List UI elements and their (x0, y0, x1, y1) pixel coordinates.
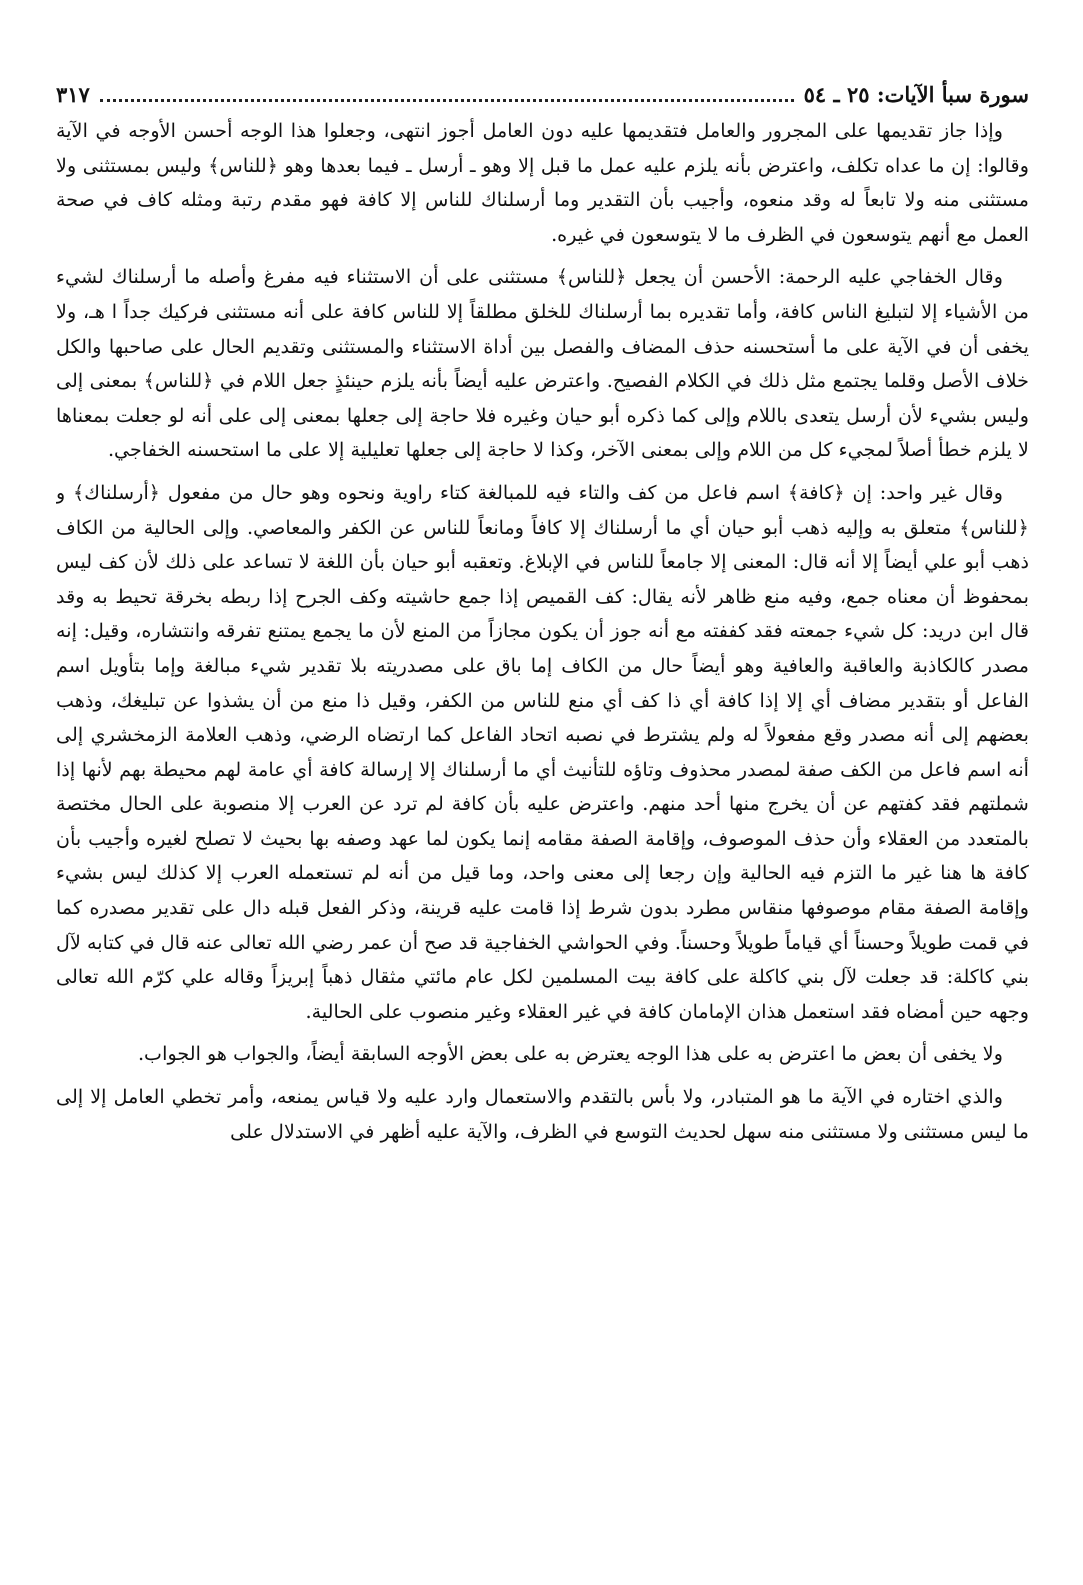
paragraph-3: وقال غير واحد: إن ﴿كافة﴾ اسم فاعل من كف والتاء فيه للمبالغة كتاء راوية ونحوه وهو حال من مفعول ﴿أرسلناك﴾ و ﴿للناس﴾ متعلق به وإليه ذهب أبو حيان أي ما أرسلناك إلا كافاً ومانعاً للناس عن الكفر والمعاصي. وإلى الحالية من الكاف ذهب أبو علي أيضاً إلا أنه قال: المعنى إلا جامعاً للناس في الإبلاغ. وتعقبه أبو حيان بأن اللغة لا تساعد على ذلك لأن كف ليس بمحفوظ أن معناه جمع، وفيه منع ظاهر لأنه يقال: كف القميص إذا جمع حاشيته وكف الجرح إذا ربطه بخرقة تحيط به وقد قال ابن دريد: كل شيء جمعته فقد كففته مع أنه جوز أن يكون مجازاً من المنع لأن ما يجمع يمتنع تفرقه وانتشاره، وقيل: إنه مصدر كالكاذبة والعاقبة والعافية وهو أيضاً حال من الكاف إما باق على مصدريته بلا تقدير شيء مبالغة وإما بتأويل اسم الفاعل أو بتقدير مضاف أي إلا إذا كافة أي ذا كف أي منع للناس من الكفر، وقيل ذا منع من أن يشذوا عن تبليغك، وذهب بعضهم إلى أنه مصدر وقع مفعولاً له ولم يشترط في نصبه اتحاد الفاعل كما ارتضاه الرضي، وذهب العلامة الزمخشري إلى أنه اسم فاعل من الكف صفة لمصدر محذوف وتاؤه للتأنيث أي ما أرسلناك إلا إرسالة كافة أي عامة لهم محيطة بهم لأنها إذا شملتهم فقد كفتهم عن أن يخرج منها أحد منهم. واعترض عليه بأن كافة لم ترد عن العرب إلا منصوبة على الحال مختصة بالمتعدد من العقلاء وأن حذف الموصوف، وإقامة الصفة مقامه إنما يكون لما عهد وصفه بها بحيث لا تصلح لغيره وأجيب بأن كافة ها هنا غير ما التزم فيه الحالية وإن رجعا إلى معنى واحد، وما قيل من أنه لم تستعمله العرب إلا كذلك ليس بشيء وإقامة الصفة مقام موصوفها منقاس مطرد بدون شرط إذا قامت عليه قرينة، وذكر الفعل قبله دال على تقدير مصدره كما في قمت طويلاً وحسناً أي قياماً طويلاً وحسناً. وفي الحواشي الخفاجية قد صح أن عمر رضي الله تعالى عنه قال في كتابه لآل بني كاكلة: قد جعلت لآل بني كاكلة على كافة بيت المسلمين لكل عام مائتي مثقال ذهباً إبريزاً وقاله علي كرّم الله تعالى وجهه حين أمضاه فقد استعمل هذان الإمامان كافة في غير العقلاء وغير منصوب على الحالية. (56, 480, 1029, 1023)
surah-title: سورة سبأ الآيات: ٢٥ ـ ٥٤ (803, 81, 1029, 107)
commentary-body (56, 114, 1029, 1149)
paragraph-4: ولا يخفى أن بعض ما اعترض به على هذا الوجه يعترض به على بعض الأوجه السابقة أيضاً، والجواب هو الجواب. (137, 1042, 1003, 1066)
paragraph-5: والذي اختاره في الآية ما هو المتبادر، ولا بأس بالتقدم والاستعمال وارد عليه ولا قياس يمنعه، وأمر تخطي العامل إلا إلى ما ليس مستثنى ولا مستثنى منه سهل لحديث التوسع في الظرف، والآية عليه أظهر في الاستدلال على (56, 1085, 1029, 1143)
paragraph-1: وإذا جاز تقديمها على المجرور والعامل فتقديمها عليه دون العامل أجوز انتهى، وجعلوا هذا الوجه أحسن الأوجه في الآية وقالوا: إن ما عداه تكلف، واعترض بأنه يلزم عليه عمل ما قبل إلا وهو ـ أرسل ـ فيما بعدها وهو ﴿للناس﴾ وليس بمستثنى ولا مستثنى منه ولا تابعاً له وقد منعوه، وأجيب بأن التقدير وما أرسلناك للناس إلا كافة فهو مقدم رتبة ومثله كاف في صحة العمل مع أنهم يتوسعون في الظرف ما لا يتوسعون في غيره. (56, 119, 1029, 246)
header-dotted-leader (100, 99, 794, 102)
book-page (56, 76, 1029, 1566)
running-header (56, 76, 1029, 112)
paragraph-2: وقال الخفاجي عليه الرحمة: الأحسن أن يجعل ﴿للناس﴾ مستثنى على أن الاستثناء فيه مفرغ وأصله ما أرسلناك لشيء من الأشياء إلا لتبليغ الناس كافة، وأما تقديره بما أرسلناك للخلق مطلقاً إلا للناس كافة على أنه مستثنى فركيك جداً ا هـ، ولا يخفى أن في الآية على ما أستحسنه حذف المضاف والفصل بين أداة الاستثناء والمستثنى وتقديم الحال على صاحبها والكل خلاف الأصل وقلما يجتمع مثل ذلك في الكلام الفصيح. واعترض عليه أيضاً بأنه يلزم حينئذٍ جعل اللام في ﴿للناس﴾ بمعنى إلى وليس بشيء لأن أرسل يتعدى باللام وإلى كما ذكره أبو حيان وغيره فلا حاجة إلى جعلها بمعنى إلى على أنه لو جعلت بمعناها لا يلزم خطأ أصلاً لمجيء كل من اللام وإلى بمعنى الآخر، وكذا لا حاجة إلى جعلها تعليلية إلا على ما استحسنه الخفاجي. (56, 265, 1029, 462)
page-number: ٣١٧ (56, 81, 90, 107)
